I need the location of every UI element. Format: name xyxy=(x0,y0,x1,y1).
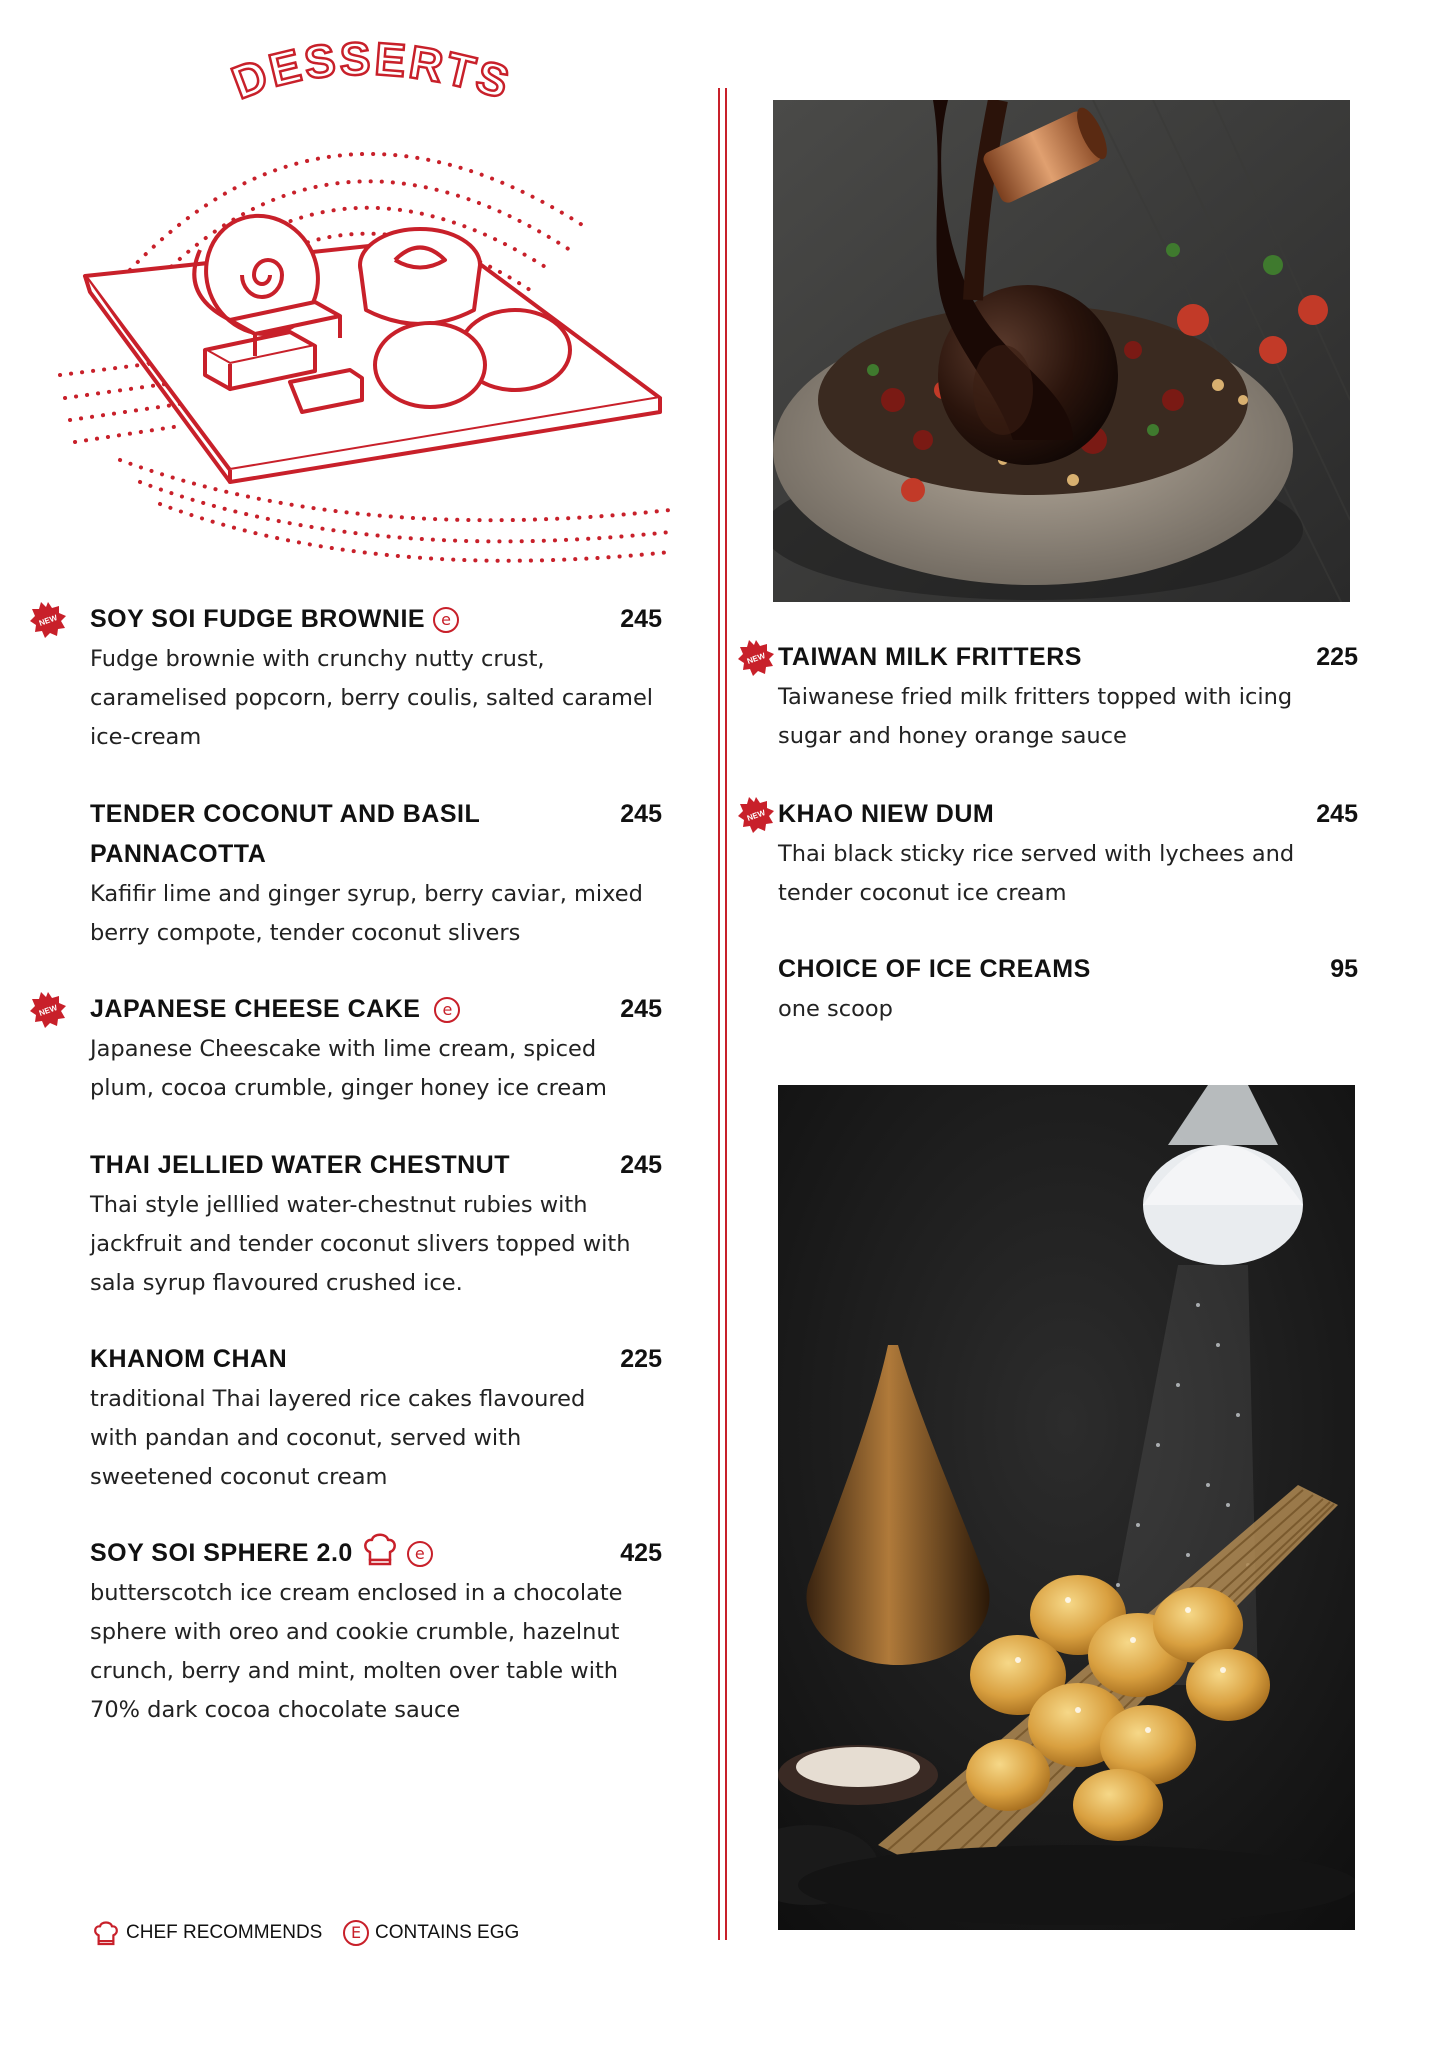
legend-contains-egg xyxy=(343,1916,519,1950)
item-name: TAIWAN MILK FRITTERS xyxy=(778,643,1082,671)
chef-hat-icon xyxy=(92,1919,120,1947)
item-description: Kafifir lime and ginger syrup, berry caviar, mixed berry compote, tender coconut slivers xyxy=(90,881,643,946)
item-price: 425 xyxy=(620,1539,662,1567)
item-description: Fudge brownie with crunchy nutty crust, caramelised popcorn, berry coulis, salted caramel ice-cream xyxy=(90,646,654,750)
svg-text:NEW: NEW xyxy=(37,1003,59,1018)
item-description: traditional Thai layered rice cakes flavoured with pandan and coconut, served with sweetened coconut cream xyxy=(90,1386,586,1490)
item-name: SOY SOI FUDGE BROWNIE xyxy=(90,605,426,633)
new-badge-icon xyxy=(738,797,774,833)
item-name: JAPANESE CHEESE CAKE xyxy=(90,995,421,1023)
menu-item xyxy=(90,1340,662,1497)
item-price: 225 xyxy=(1316,643,1358,671)
item-name: KHANOM CHAN xyxy=(90,1345,288,1373)
menu-item xyxy=(90,795,662,953)
item-name: THAI JELLIED WATER CHESTNUT xyxy=(90,1151,510,1179)
chocolate-sphere-photo xyxy=(773,100,1350,602)
menu-item xyxy=(778,950,1358,1029)
svg-text:NEW: NEW xyxy=(745,651,767,666)
contains-egg-icon: e xyxy=(434,997,460,1023)
item-price: 245 xyxy=(1316,800,1358,828)
svg-text:NEW: NEW xyxy=(745,808,767,823)
section-title: DESSERTS xyxy=(224,32,518,110)
contains-egg-icon: e xyxy=(433,607,459,633)
item-name: KHAO NIEW DUM xyxy=(778,800,995,828)
item-name: CHOICE OF ICE CREAMS xyxy=(778,955,1091,983)
menu-item xyxy=(37,990,662,1108)
menu-item xyxy=(745,638,1358,756)
menu-item xyxy=(745,795,1358,913)
plate-drawing xyxy=(85,197,660,482)
divider-line-right xyxy=(725,88,727,1940)
contains-egg-icon: E xyxy=(343,1920,369,1946)
legend-egg-label: CONTAINS EGG xyxy=(375,1922,520,1943)
menu-item xyxy=(90,1534,662,1730)
item-description: Thai black sticky rice served with lychees and tender coconut ice cream xyxy=(778,841,1295,906)
item-description: Taiwanese fried milk fritters topped with icing sugar and honey orange sauce xyxy=(778,684,1293,749)
divider-line-left xyxy=(718,88,720,1940)
menu-item xyxy=(90,1146,662,1303)
new-badge-icon xyxy=(30,602,66,638)
item-price: 245 xyxy=(620,995,662,1023)
item-description: one scoop xyxy=(778,996,893,1022)
dessert-plate-illustration xyxy=(30,20,690,600)
item-name: SOY SOI SPHERE 2.0 xyxy=(90,1539,353,1567)
new-badge-icon xyxy=(30,992,66,1028)
menu-item xyxy=(37,600,662,757)
milk-fritters-photo xyxy=(778,1085,1355,1930)
desserts-header-illustration xyxy=(30,20,690,600)
chocolate-sphere-image xyxy=(773,100,1350,602)
milk-fritters-image xyxy=(778,1085,1355,1930)
item-description: Japanese Cheescake with lime cream, spiced plum, cocoa crumble, ginger honey ice cream xyxy=(90,1036,607,1101)
item-price: 95 xyxy=(1330,955,1358,983)
item-description: Thai style jelllied water-chestnut rubies with jackfruit and tender coconut slivers topped with sala syrup flavoured crushed ice. xyxy=(90,1192,631,1296)
svg-text:NEW: NEW xyxy=(37,613,59,628)
chef-hat-icon xyxy=(361,1530,399,1568)
legend-chef-recommends xyxy=(92,1916,322,1950)
legend-chef-label: CHEF RECOMMENDS xyxy=(126,1922,323,1943)
new-badge-icon xyxy=(738,640,774,676)
contains-egg-icon: e xyxy=(407,1541,433,1567)
item-description: butterscotch ice cream enclosed in a chocolate sphere with oreo and cookie crumble, hazelnut crunch, berry and mint, molten over table with 70% dark cocoa chocolate sauce xyxy=(90,1580,623,1723)
item-price: 225 xyxy=(620,1345,662,1373)
item-price: 245 xyxy=(620,800,662,828)
item-price: 245 xyxy=(620,605,662,633)
item-price: 245 xyxy=(620,1151,662,1179)
item-name: TENDER COCONUT AND BASIL xyxy=(90,800,481,828)
item-name-line-2: PANNACOTTA xyxy=(90,840,267,868)
